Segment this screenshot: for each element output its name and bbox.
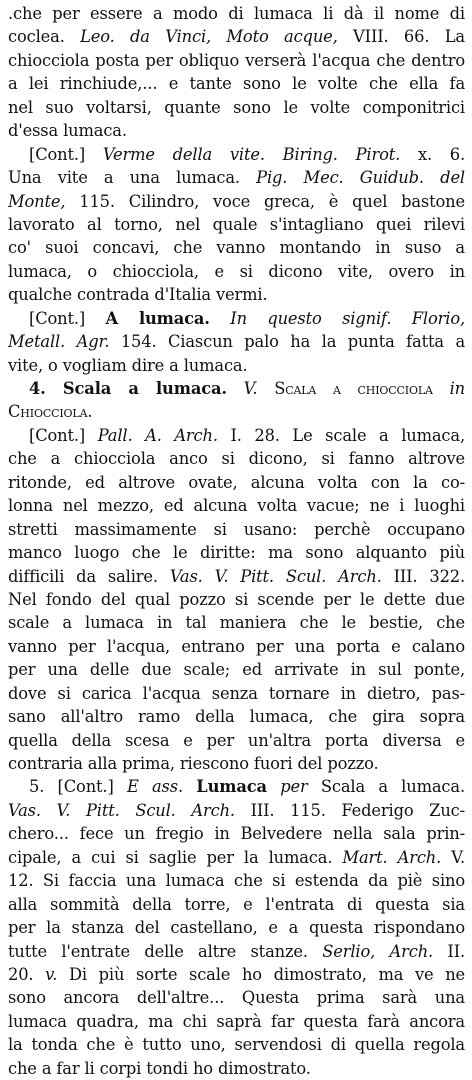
bold-headword: Lumaca bbox=[196, 777, 267, 797]
italic-citation: Mart. Arch. bbox=[342, 847, 442, 867]
text-run: 20. bbox=[8, 964, 46, 984]
italic-citation: In questo signif. Florio, bbox=[230, 308, 465, 328]
text-run bbox=[183, 777, 196, 796]
text-line bbox=[8, 940, 465, 963]
text-run: I. 28. Le scale a lumaca, bbox=[217, 425, 465, 445]
text-line bbox=[8, 96, 465, 119]
text-run: lumaca, o chiocciola, e si dicono vite, overo in bbox=[8, 261, 465, 281]
text-line bbox=[8, 119, 465, 142]
text-line bbox=[8, 330, 465, 353]
text-run: scale a lumaca in tal maniera che le bestie, che bbox=[8, 613, 465, 633]
text-run: III. 115. Federigo Zuc- bbox=[234, 800, 465, 820]
italic-citation: per bbox=[280, 777, 308, 797]
text-line bbox=[8, 799, 465, 822]
text-line bbox=[8, 588, 465, 611]
text-line bbox=[8, 49, 465, 72]
text-line bbox=[8, 494, 465, 517]
text-line bbox=[8, 283, 465, 306]
text-run: vite, o vogliam dire a lumaca. bbox=[8, 355, 248, 375]
text-run bbox=[433, 379, 450, 398]
text-run: Di più sorte scale ho dimostrato, ma ve ne bbox=[57, 964, 465, 984]
text-run: chero... fece un fregio in Belvedere nella sala prin- bbox=[8, 824, 465, 844]
text-run: sano all'altro ramo della lumaca, che gira sopra bbox=[8, 707, 465, 727]
text-line bbox=[8, 682, 465, 705]
text-run: d'essa lumaca. bbox=[8, 121, 127, 141]
small-caps-reference: Chiocciola. bbox=[8, 402, 93, 422]
text-run: stretti massimamente si usano: perchè occupano bbox=[8, 519, 465, 539]
text-line bbox=[8, 260, 465, 283]
text-run: nel suo voltarsi, quante sono le volte componitrici bbox=[8, 97, 465, 117]
text-run: ritonde, ed altrove ovate, alcuna volta con la co- bbox=[8, 472, 465, 492]
text-run: VIII. 66. La bbox=[337, 27, 465, 47]
text-run: alla sommità della torre, e l'entrata di questa sia bbox=[8, 894, 465, 914]
italic-citation: Pall. A. Arch. bbox=[97, 425, 218, 445]
text-run: lonna nel mezzo, ed alcuna volta vacue; ne i luoghi bbox=[8, 496, 465, 516]
text-run: Scala a lumaca. bbox=[307, 777, 465, 797]
text-line bbox=[8, 447, 465, 470]
text-run: dove si carica l'acqua senza tornare in dietro, pas- bbox=[8, 683, 465, 703]
text-run: lavorato al torno, nel quale s'intagliano quei rilevi bbox=[8, 214, 465, 234]
text-line bbox=[8, 400, 465, 423]
text-run bbox=[267, 777, 280, 796]
text-run: Una vite a una lumaca. bbox=[8, 168, 257, 188]
text-run: 115. Cilindro, voce greca, è quel bastone bbox=[65, 191, 465, 211]
text-run: 12. Si faccia una lumaca che si estenda da piè sino bbox=[8, 871, 465, 891]
bold-headword: 4. Scala a lumaca. bbox=[29, 379, 227, 398]
text-line bbox=[8, 25, 465, 48]
text-run: difficili da salire. bbox=[8, 566, 170, 586]
text-line bbox=[8, 611, 465, 634]
text-line bbox=[8, 518, 465, 541]
italic-citation: Pig. Mec. Guidub. del bbox=[256, 168, 465, 188]
text-run: la tonda che è tutto uno, servendosi di quella regola bbox=[8, 1035, 465, 1055]
text-line bbox=[8, 869, 465, 892]
text-line bbox=[8, 143, 465, 166]
text-line bbox=[8, 635, 465, 658]
text-line bbox=[8, 893, 465, 916]
text-line bbox=[8, 236, 465, 259]
italic-citation: Verme della vite. Biring. Pirot. bbox=[102, 144, 401, 164]
text-line bbox=[8, 377, 465, 400]
text-line bbox=[8, 565, 465, 588]
italic-citation: v. bbox=[45, 964, 58, 984]
text-run: che a far li corpi tondi ho dimostrato. bbox=[8, 1058, 311, 1078]
text-run: x. 6. bbox=[400, 144, 465, 164]
italic-citation: Monte, bbox=[8, 191, 66, 211]
text-run: sono ancora dell'altre... Questa prima sarà una bbox=[8, 988, 465, 1008]
text-run: per una delle due scale; ed arrivate in sul ponte, bbox=[8, 660, 465, 680]
text-line bbox=[8, 986, 465, 1009]
italic-citation: Leo. da Vinci, Moto acque, bbox=[80, 27, 338, 47]
text-run: lumaca quadra, ma chi saprà far questa farà ancora bbox=[8, 1011, 465, 1031]
text-run: Nel fondo del qual pozzo si scende per le dette due bbox=[8, 589, 465, 609]
text-run bbox=[227, 379, 244, 398]
text-run: tutte l'entrate delle altre stanze. bbox=[8, 941, 323, 961]
text-line bbox=[8, 658, 465, 681]
text-line bbox=[8, 354, 465, 377]
text-run: manco luogo che le diritte: ma sono alquanto più bbox=[8, 543, 465, 563]
text-run bbox=[210, 309, 230, 328]
text-line bbox=[8, 72, 465, 95]
text-line bbox=[8, 1033, 465, 1056]
text-line bbox=[8, 729, 465, 752]
text-line bbox=[8, 190, 465, 213]
text-run: contraria alla prima, riescono fuori del pozzo. bbox=[8, 754, 379, 773]
text-run: chiocciola posta per obliquo verserà l'acqua che dentro bbox=[8, 50, 465, 70]
text-line bbox=[8, 822, 465, 845]
italic-citation: Metall. Agr. bbox=[8, 332, 110, 352]
text-run: cipale, a cui si saglie per la lumaca. bbox=[8, 847, 343, 867]
italic-citation: V. bbox=[243, 379, 258, 398]
text-run: [Cont.] bbox=[29, 308, 106, 328]
text-line bbox=[8, 2, 465, 25]
text-run: per la stanza del castellano, e a questa rispondano bbox=[8, 918, 465, 938]
text-line bbox=[8, 1057, 465, 1080]
text-line bbox=[8, 846, 465, 869]
text-run: III. 322. bbox=[381, 566, 465, 586]
text-line bbox=[8, 213, 465, 236]
text-run bbox=[257, 379, 274, 398]
italic-citation: Vas. V. Pitt. Scul. Arch. bbox=[8, 800, 235, 820]
text-run: coclea. bbox=[8, 27, 81, 47]
text-run: V. bbox=[441, 847, 465, 867]
italic-citation: Serlio, Arch. bbox=[322, 941, 434, 961]
text-line bbox=[8, 775, 465, 798]
text-line bbox=[8, 471, 465, 494]
italic-citation: in bbox=[449, 379, 465, 398]
text-line bbox=[8, 916, 465, 939]
text-run: che a chiocciola anco si dicono, si fanno altrove bbox=[8, 449, 465, 469]
text-line bbox=[8, 705, 465, 728]
text-line bbox=[8, 541, 465, 564]
text-run: II. bbox=[433, 941, 465, 961]
italic-citation: Vas. V. Pitt. Scul. Arch. bbox=[169, 566, 382, 586]
bold-headword: A lumaca. bbox=[105, 308, 210, 328]
text-line bbox=[8, 424, 465, 447]
text-run: [Cont.] bbox=[29, 144, 103, 164]
text-run: .che per essere a modo di lumaca li dà il nome di bbox=[8, 4, 465, 23]
text-line bbox=[8, 307, 465, 330]
text-line bbox=[8, 752, 465, 775]
text-run: 5. [Cont.] bbox=[29, 777, 127, 797]
small-caps-reference: Scala a chiocciola bbox=[274, 379, 433, 398]
text-run: a lei rinchiude,... e tante sono le volte che ella fa bbox=[8, 74, 465, 94]
text-line bbox=[8, 963, 465, 986]
text-run: [Cont.] bbox=[29, 425, 98, 445]
text-line bbox=[8, 166, 465, 189]
text-run: 154. Ciascun palo ha la punta fatta a bbox=[109, 332, 465, 352]
text-run: vanno per l'acqua, entrano per una porta e calano bbox=[8, 636, 465, 656]
text-line bbox=[8, 1010, 465, 1033]
text-run: co' suoi concavi, che vanno montando in suso a bbox=[8, 238, 465, 258]
text-run: qualche contrada d'Italia vermi. bbox=[8, 285, 268, 305]
text-run: quella della scesa e per un'altra porta diversa e bbox=[8, 730, 465, 750]
italic-citation: E ass. bbox=[126, 777, 183, 797]
